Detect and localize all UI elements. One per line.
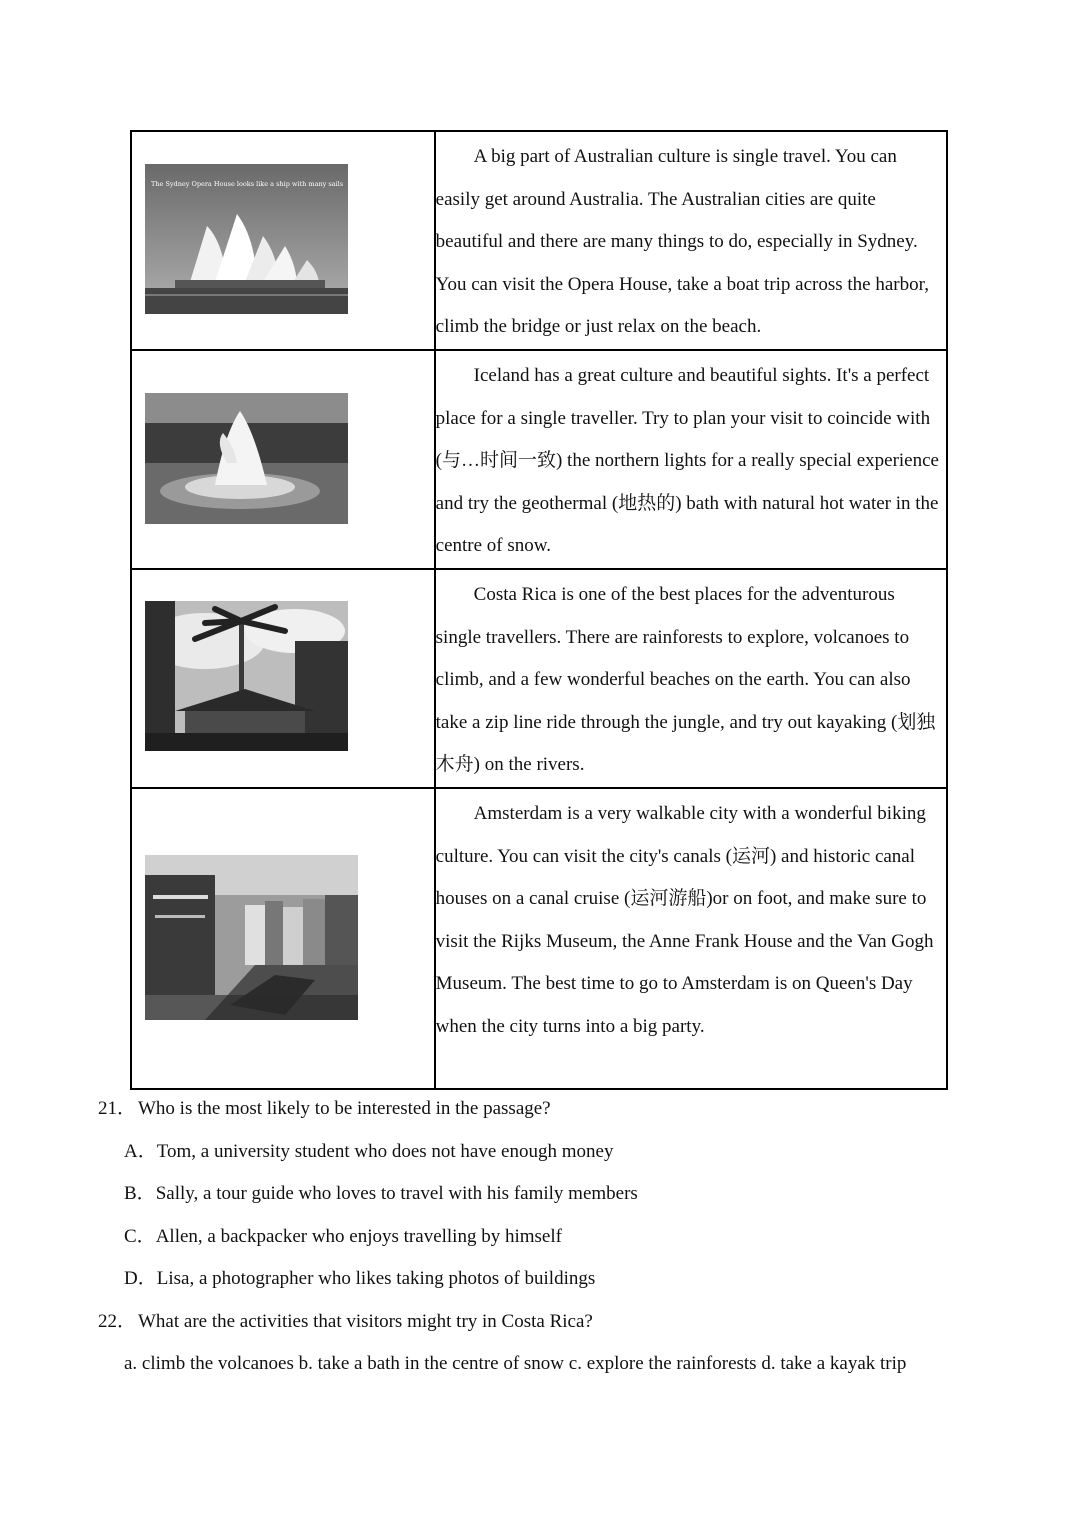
image-cell	[131, 131, 435, 350]
question-number: 21．	[98, 1098, 137, 1119]
passage-iceland: Iceland has a great culture and beautiful sights. It's a perfect place for a single traveller. Try to plan your visit to coincide with (与…时间一致) the northern lights for a really special experience and try the geothermal (地热的) bath with natural hot water in the centre of snow.	[435, 364, 939, 557]
option-text: Tom, a university student who does not have enough money	[156, 1140, 614, 1162]
option-label: B．	[124, 1183, 156, 1204]
option-d[interactable]	[124, 1258, 978, 1301]
image-cell	[131, 569, 435, 788]
image-cell	[131, 350, 435, 569]
question-21	[98, 1088, 978, 1131]
passage-row-iceland	[131, 350, 947, 569]
passage-australia: A big part of Australian culture is single travel. You can easily get around Australia. The Australian cities are quite beautiful and there are many things to do, especially in Sydney. You can visit the Opera House, take a boat trip across the harbor, climb the bridge or just relax on the beach.	[435, 146, 929, 338]
option-text: Sally, a tour guide who loves to travel with his family members	[155, 1183, 638, 1204]
question-stem: Who is the most likely to be interested in the passage?	[138, 1098, 551, 1119]
option-a[interactable]	[124, 1131, 978, 1174]
passage-costa-rica: Costa Rica is one of the best places for the adventurous single travellers. There are rainforests to explore, volcanoes to climb, and a few wonderful beaches on the earth. You can also take a zip line ride through the jungle, and try out kayaking (划独木舟) on the rivers.	[435, 583, 936, 776]
questions-section	[98, 1088, 978, 1386]
question-stem: What are the activities that visitors might try in Costa Rica?	[138, 1310, 593, 1332]
photo-caption: The Sydney Opera House looks like a ship with many sails	[151, 180, 344, 188]
option-text: Allen, a backpacker who enjoys travelling by himself	[155, 1225, 562, 1247]
option-label: C．	[124, 1225, 156, 1247]
question-22-items: a. climb the volcanoes b. take a bath in the centre of snow c. explore the rainforests d. take a kayak trip	[124, 1353, 907, 1374]
passage-text-cell	[435, 569, 947, 788]
option-text: Lisa, a photographer who likes taking photos of buildings	[156, 1268, 596, 1289]
passage-table	[130, 130, 948, 1090]
passage-amsterdam: Amsterdam is a very walkable city with a wonderful biking culture. You can visit the city's canals (运河) and historic canal houses on a canal cruise (运河游船)or on foot, and make sure to visit the Rijks Museum, the Anne Frank House and the Van Gogh Museum. The best time to go to Amsterdam is on Queen's Day when the city turns into a big party.	[435, 802, 934, 1037]
sydney-opera-house-photo	[145, 164, 348, 314]
passage-row-costa-rica	[131, 569, 947, 788]
amsterdam-canal-photo	[145, 855, 358, 1020]
passage-text-cell	[435, 131, 947, 350]
option-label: A．	[124, 1140, 157, 1162]
option-b[interactable]	[124, 1173, 978, 1216]
option-label: D．	[124, 1268, 157, 1289]
image-cell	[131, 788, 435, 1089]
passage-text-cell	[435, 350, 947, 569]
option-c[interactable]	[124, 1216, 978, 1259]
geyser-photo	[145, 393, 348, 524]
question-number: 22．	[98, 1310, 137, 1332]
costa-rica-photo	[145, 601, 348, 751]
question-22	[98, 1301, 978, 1344]
passage-row-amsterdam	[131, 788, 947, 1089]
passage-row-australia	[131, 131, 947, 350]
passage-text-cell	[435, 788, 947, 1089]
